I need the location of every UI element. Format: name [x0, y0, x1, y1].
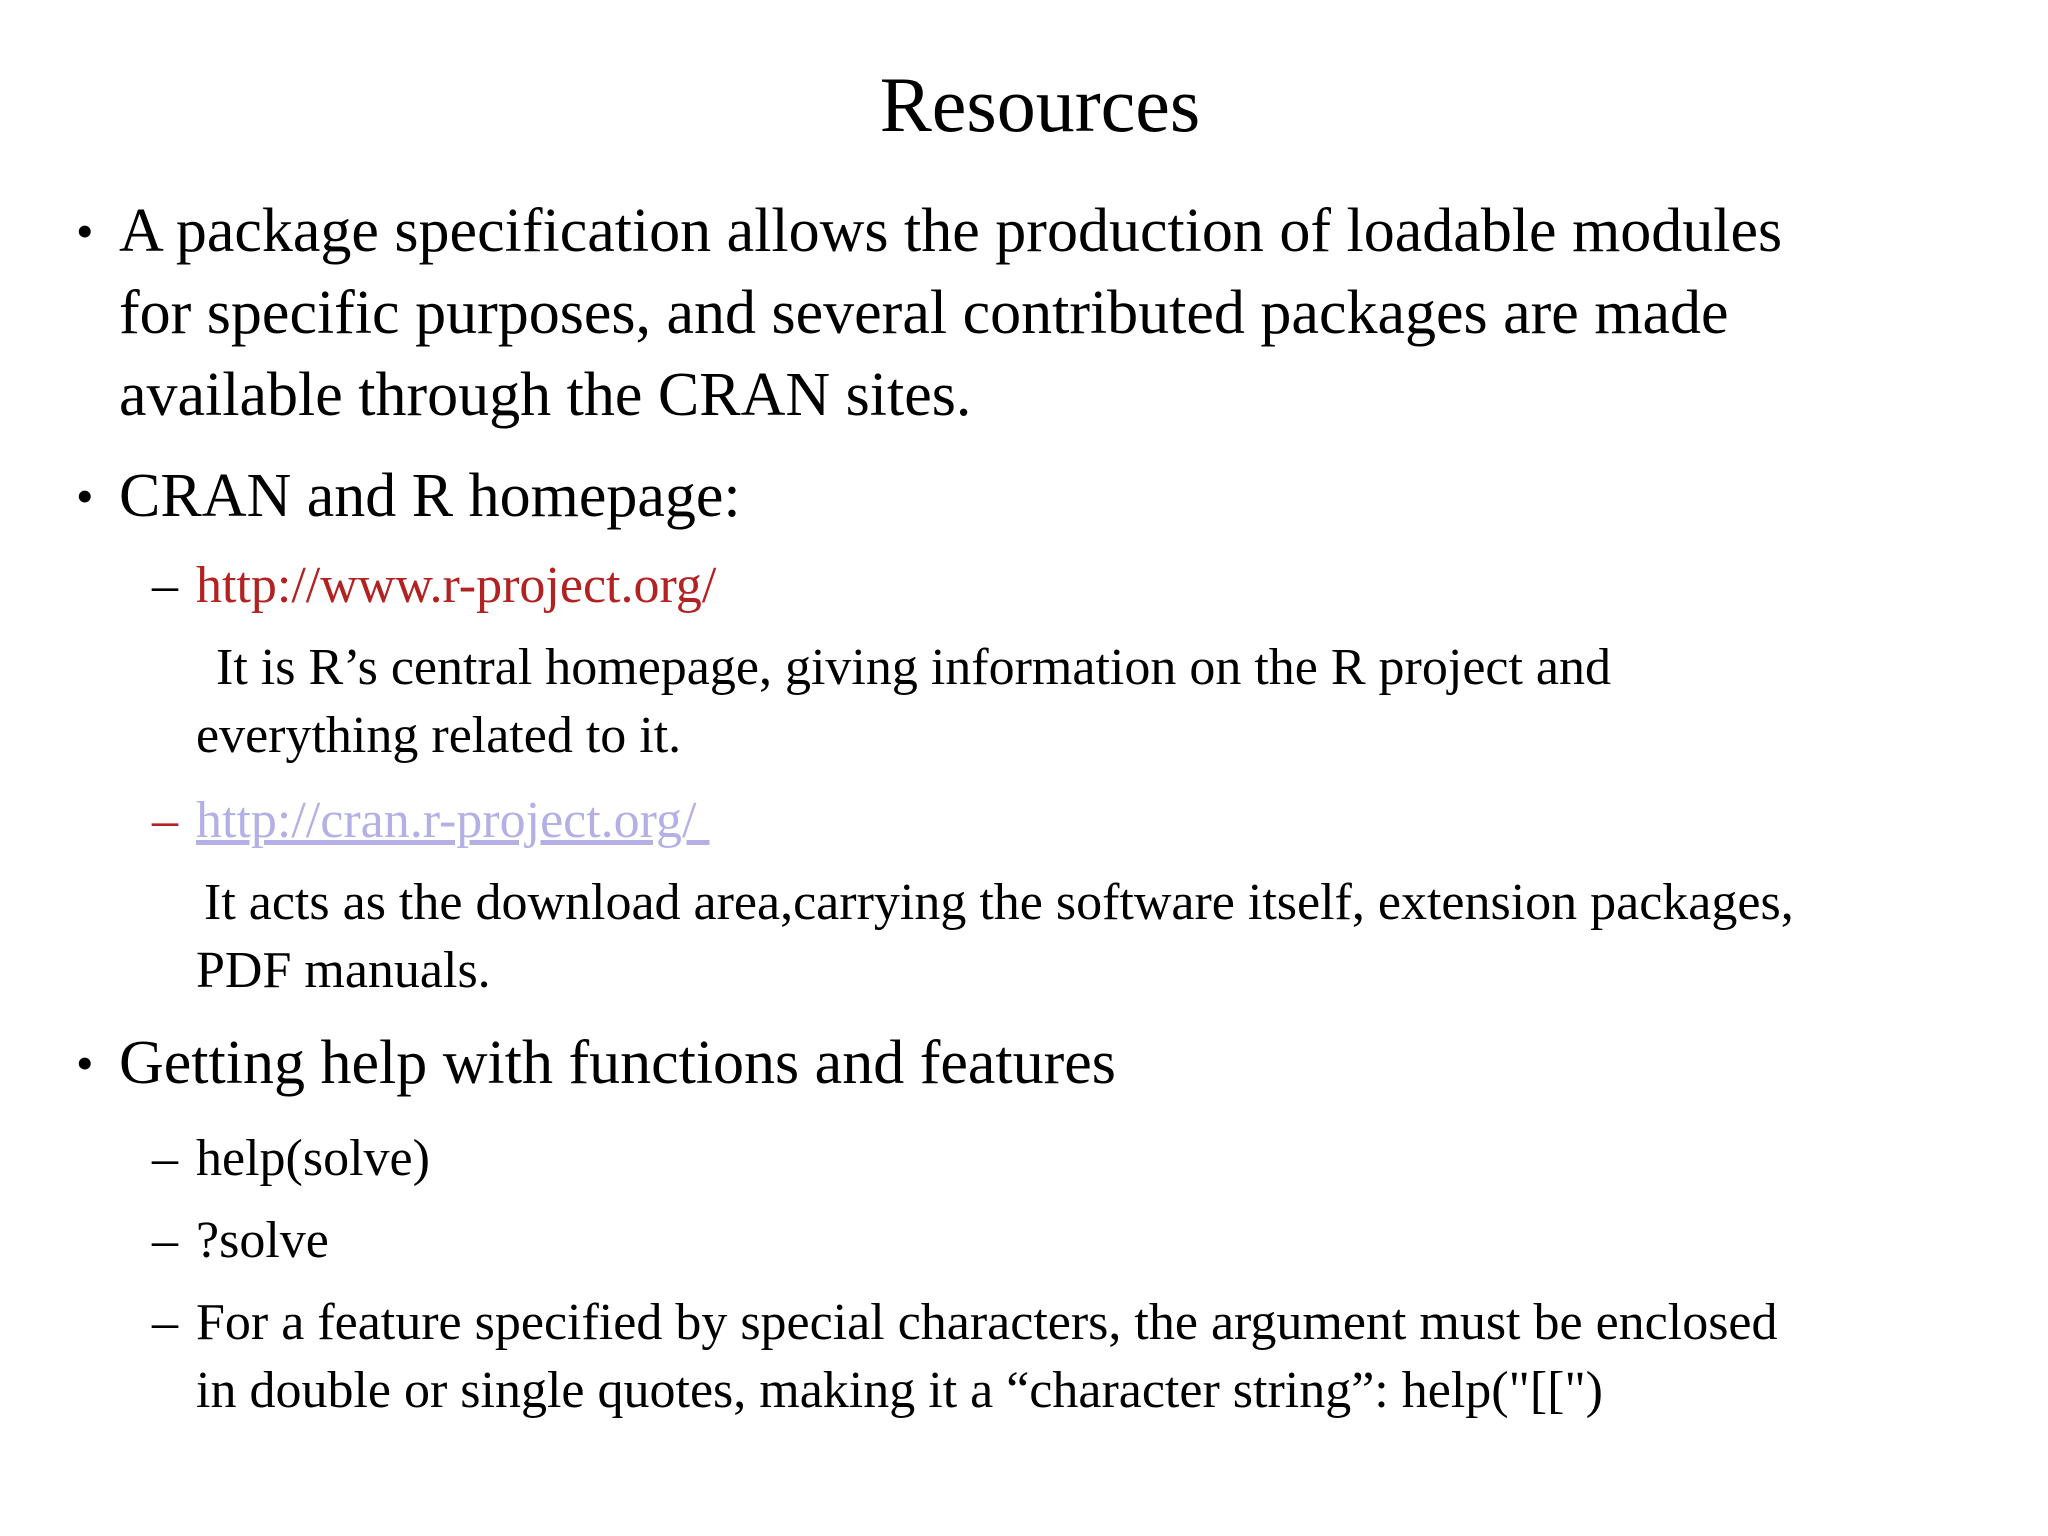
- r-project-description-line: everything related to it.: [196, 707, 682, 764]
- r-project-link[interactable]: http://www.r-project.org/: [196, 557, 717, 614]
- bullet-dot: •: [76, 1035, 94, 1091]
- code-question-solve: ?solve: [196, 1212, 329, 1269]
- cran-description-line: It acts as the download area,carrying the software itself, extension packages,: [204, 874, 1794, 931]
- bullet-line: available through the CRAN sites.: [119, 361, 972, 429]
- bullet-line: A package specification allows the production of loadable modules: [119, 197, 1783, 265]
- slide-title: Resources: [879, 61, 1201, 148]
- r-project-description-line: It is R’s central homepage, giving information on the R project and: [216, 639, 1612, 696]
- bullet-line: CRAN and R homepage:: [119, 462, 741, 530]
- cran-link-trailing-space: [697, 792, 710, 849]
- code-help-solve: help(solve): [196, 1130, 430, 1187]
- bullet-line: for specific purposes, and several contributed packages are made: [119, 279, 1729, 347]
- dash-marker: –: [152, 557, 178, 614]
- dash-marker: –: [152, 792, 178, 849]
- cran-description-line: PDF manuals.: [196, 942, 491, 999]
- special-characters-line: For a feature specified by special characters, the argument must be enclosed: [196, 1294, 1778, 1351]
- cran-link[interactable]: [196, 787, 710, 855]
- bullet-dot: •: [76, 468, 94, 524]
- special-characters-line: in double or single quotes, making it a “character string”: help("[["): [196, 1362, 1603, 1419]
- dash-marker: –: [152, 1130, 178, 1187]
- cran-link-text[interactable]: http://cran.r-project.org/: [196, 792, 697, 849]
- dash-marker: –: [152, 1212, 178, 1269]
- bullet-dot: •: [76, 203, 94, 259]
- bullet-line: Getting help with functions and features: [119, 1029, 1116, 1097]
- dash-marker: –: [152, 1294, 178, 1351]
